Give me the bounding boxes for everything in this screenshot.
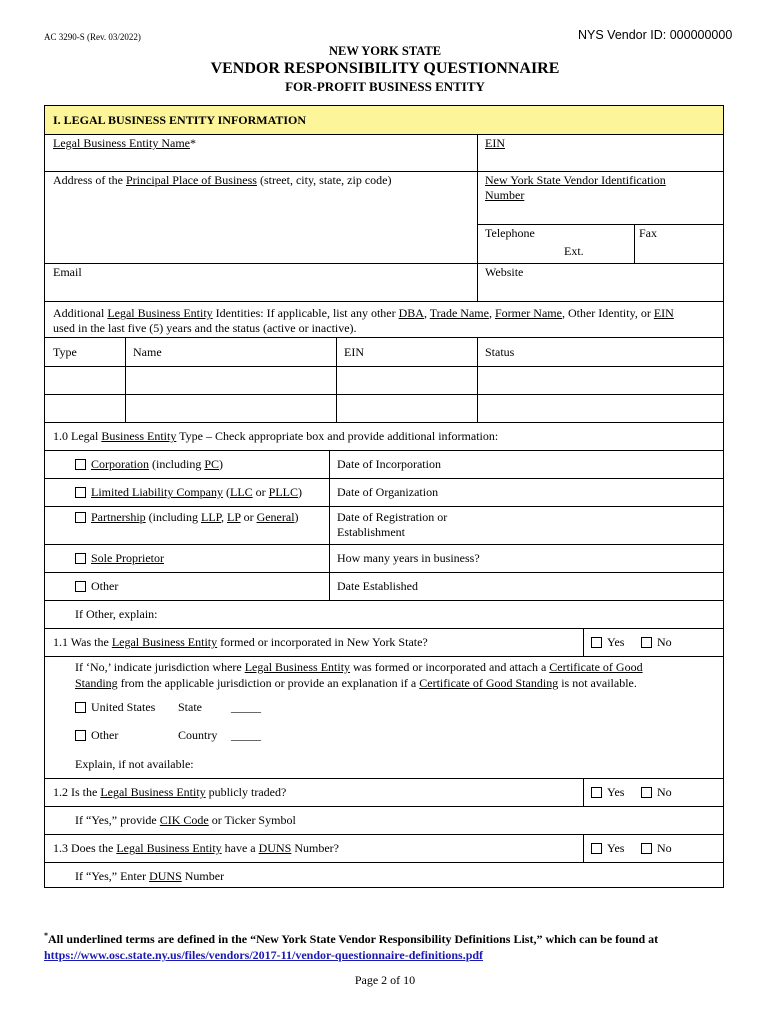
- cik-prompt: If “Yes,” provide CIK Code or Ticker Symbol: [75, 813, 296, 827]
- explain-label: Explain, if not available:: [75, 757, 194, 771]
- no-checkbox[interactable]: [641, 787, 652, 798]
- divider: [45, 572, 723, 573]
- yes-checkbox[interactable]: [591, 843, 602, 854]
- email-field[interactable]: [45, 264, 476, 300]
- identity-ein-field[interactable]: [337, 395, 477, 422]
- definitions-link[interactable]: https://www.osc.state.ny.us/files/vendors/2017-11/vendor-questionnaire-definitions.pdf: [44, 948, 484, 962]
- option-united-states[interactable]: United States: [75, 700, 155, 715]
- telephone-label: Telephone: [485, 226, 535, 240]
- identity-status-field[interactable]: [478, 395, 723, 422]
- united-states-checkbox[interactable]: [75, 702, 86, 713]
- divider: [583, 628, 584, 656]
- col-name: Name: [133, 345, 162, 359]
- q12-yes[interactable]: Yes: [591, 785, 624, 800]
- identity-type-field[interactable]: [45, 367, 125, 394]
- question-1-0: 1.0 Legal Business Entity Type – Check appropriate box and provide additional information:: [53, 429, 499, 443]
- yes-checkbox[interactable]: [591, 637, 602, 648]
- divider: [45, 171, 723, 172]
- question-1-3: 1.3 Does the Legal Business Entity have a DUNS Number?: [53, 841, 339, 855]
- question-1-2: 1.2 Is the Legal Business Entity publicly traded?: [53, 785, 287, 799]
- other-checkbox[interactable]: [75, 581, 86, 592]
- date-of-incorporation-label: Date of Incorporation: [337, 457, 441, 471]
- option-other[interactable]: Other: [75, 579, 118, 594]
- q11-no[interactable]: No: [641, 635, 672, 650]
- ein-field[interactable]: [478, 150, 723, 170]
- divider: [45, 600, 723, 601]
- sole-proprietor-checkbox[interactable]: [75, 553, 86, 564]
- identity-status-field[interactable]: [478, 367, 723, 394]
- q13-no[interactable]: No: [641, 841, 672, 856]
- divider: [583, 834, 584, 862]
- divider: [583, 778, 584, 806]
- duns-prompt: If “Yes,” Enter DUNS Number: [75, 869, 225, 883]
- ext-label: Ext.: [564, 244, 584, 258]
- questionnaire-form: [44, 105, 724, 888]
- divider: [45, 656, 723, 657]
- state-heading: NEW YORK STATE: [328, 44, 442, 58]
- fax-field[interactable]: [635, 225, 723, 262]
- col-status: Status: [485, 345, 515, 359]
- entity-name-field[interactable]: [45, 150, 476, 170]
- date-of-registration-label-cont: Establishment: [337, 525, 405, 539]
- email-label: Email: [53, 265, 82, 279]
- country-blank[interactable]: _____: [231, 728, 261, 742]
- divider: [45, 450, 723, 451]
- website-label: Website: [485, 265, 524, 279]
- divider: [45, 301, 723, 302]
- telephone-field[interactable]: [478, 225, 633, 262]
- divider: [45, 834, 723, 835]
- col-type: Type: [53, 345, 77, 359]
- divider: [45, 544, 723, 545]
- other-country-checkbox[interactable]: [75, 730, 86, 741]
- divider: [45, 506, 723, 507]
- identity-name-field[interactable]: [126, 395, 336, 422]
- section-heading: I. LEGAL BUSINESS ENTITY INFORMATION: [53, 113, 307, 127]
- jurisdiction-note-cont: Standing from the applicable jurisdiction or provide an explanation if a Certificate of Good Standing is not available.: [75, 676, 637, 690]
- no-checkbox[interactable]: [641, 843, 652, 854]
- option-other-country[interactable]: Other: [75, 728, 118, 743]
- address-field[interactable]: [45, 190, 476, 262]
- option-sole-proprietor[interactable]: Sole Proprietor: [75, 551, 164, 566]
- vendor-id: NYS Vendor ID: 000000000: [578, 28, 733, 42]
- date-of-registration-label: Date of Registration or: [337, 510, 448, 524]
- identity-ein-field[interactable]: [337, 367, 477, 394]
- divider: [329, 450, 330, 600]
- divider: [45, 862, 723, 863]
- llc-checkbox[interactable]: [75, 487, 86, 498]
- years-in-business-label: How many years in business?: [337, 551, 480, 565]
- divider: [45, 134, 723, 135]
- option-corporation[interactable]: Corporation (including PC): [75, 457, 223, 472]
- jurisdiction-note: If ‘No,’ indicate jurisdiction where Legal Business Entity was formed or incorporated and attach a Certificate of Good: [75, 660, 643, 674]
- divider: [45, 628, 723, 629]
- nys-vendor-id-field[interactable]: [478, 205, 723, 223]
- address-label: Address of the Principal Place of Business (street, city, state, zip code): [53, 173, 392, 187]
- ein-label: EIN: [485, 136, 505, 150]
- divider: [45, 806, 723, 807]
- divider: [45, 337, 723, 338]
- state-blank[interactable]: _____: [231, 700, 261, 714]
- additional-identities-text: Additional Legal Business Entity Identities: If applicable, list any other DBA, Trade Name, Former Name, Other Identity, or EIN: [53, 306, 674, 320]
- if-other-explain-label: If Other, explain:: [75, 607, 158, 621]
- no-checkbox[interactable]: [641, 637, 652, 648]
- corporation-checkbox[interactable]: [75, 459, 86, 470]
- col-ein: EIN: [344, 345, 364, 359]
- divider: [45, 778, 723, 779]
- date-of-organization-label: Date of Organization: [337, 485, 439, 499]
- page-number: Page 2 of 10: [354, 973, 416, 987]
- option-llc[interactable]: Limited Liability Company (LLC or PLLC): [75, 485, 302, 500]
- q13-yes[interactable]: Yes: [591, 841, 624, 856]
- yes-checkbox[interactable]: [591, 787, 602, 798]
- option-partnership[interactable]: Partnership (including LLP, LP or General): [75, 510, 299, 525]
- form-code: AC 3290-S (Rev. 03/2022): [44, 32, 141, 42]
- fax-label: Fax: [639, 226, 657, 240]
- partnership-checkbox[interactable]: [75, 512, 86, 523]
- footnote: *All underlined terms are defined in the “New York State Vendor Responsibility Definitions List,” which can be found at https://www.osc.state.ny.us/files/vendors/2017-11/vendor-questionnaire-definitions.pdf: [44, 931, 659, 962]
- divider: [45, 422, 723, 423]
- q12-no[interactable]: No: [641, 785, 672, 800]
- identity-type-field[interactable]: [45, 395, 125, 422]
- nys-vendor-id-label-cont: Number: [485, 188, 525, 202]
- website-field[interactable]: [478, 264, 723, 300]
- question-1-1: 1.1 Was the Legal Business Entity formed or incorporated in New York State?: [53, 635, 428, 649]
- page-title: VENDOR RESPONSIBILITY QUESTIONNAIRE: [210, 60, 560, 77]
- page-subtitle: FOR-PROFIT BUSINESS ENTITY: [285, 79, 485, 94]
- state-label: State: [178, 700, 202, 714]
- date-established-label: Date Established: [337, 579, 418, 593]
- nys-vendor-id-label: New York State Vendor Identification: [485, 173, 666, 187]
- additional-identities-text-2: used in the last five (5) years and the status (active or inactive).: [53, 321, 357, 335]
- entity-name-label: Legal Business Entity Name*: [53, 136, 196, 150]
- q11-yes[interactable]: Yes: [591, 635, 624, 650]
- identity-name-field[interactable]: [126, 367, 336, 394]
- divider: [45, 478, 723, 479]
- country-label: Country: [178, 728, 218, 742]
